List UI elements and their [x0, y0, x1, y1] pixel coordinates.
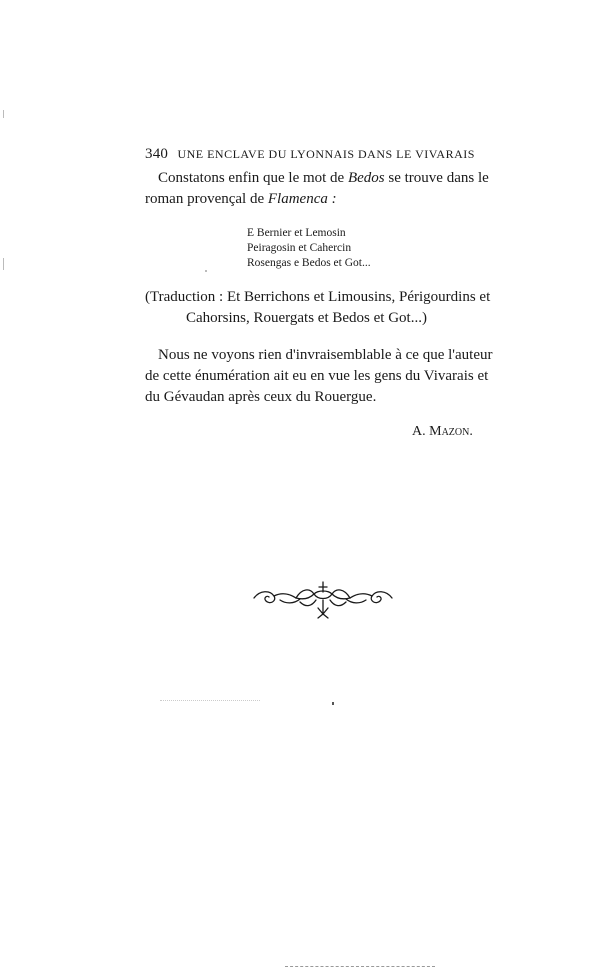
verse-line: E Bernier et Lemosin	[247, 227, 346, 239]
verse-line: Rosengas e Bedos et Got...	[247, 257, 371, 269]
signature-name: Mazon.	[429, 424, 473, 439]
translation-line-2: Cahorsins, Rouergats et Bedos et Got...)	[186, 310, 427, 326]
italic-title-flamenca: Flamenca :	[267, 191, 337, 207]
bottom-dashed-rule	[285, 966, 435, 968]
italic-word-bedos: Bedos	[347, 170, 385, 186]
text-run: roman provençal de	[145, 191, 268, 207]
verse-line: Peiragosin et Cahercin	[247, 242, 352, 254]
paragraph-conclusion-line-3: du Gévaudan après ceux du Rouergue.	[145, 389, 377, 405]
paragraph-conclusion-line-1: Nous ne voyons rien d'invraisemblable à ce que l'auteur	[158, 347, 493, 363]
page-header	[145, 146, 475, 163]
running-title: UNE ENCLAVE DU LYONNAIS DANS LE VIVARAIS	[177, 147, 475, 161]
paragraph-intro-line-1	[145, 168, 490, 189]
print-speck	[205, 270, 207, 272]
author-signature	[412, 424, 473, 440]
page-edge-mark	[3, 258, 4, 270]
verse-quotation	[247, 226, 371, 271]
signature-initial: A.	[412, 424, 430, 439]
fleuron-ornament-icon	[250, 578, 396, 622]
faint-rule	[160, 700, 260, 702]
text-run: se trouve dans le	[384, 170, 489, 186]
print-speck	[332, 702, 334, 705]
paragraph-intro-line-2	[145, 189, 490, 210]
page-edge-mark	[3, 110, 4, 118]
paragraph-conclusion	[145, 345, 493, 408]
page-number: 340	[145, 146, 169, 162]
paragraph-conclusion-line-2: de cette énumération ait eu en vue les gens du Vivarais et	[145, 368, 489, 384]
translation-line-1: (Traduction : Et Berrichons et Limousins, Périgourdins et	[145, 289, 491, 305]
paragraph-intro	[145, 168, 490, 210]
translation-block	[145, 287, 490, 329]
text-run: Constatons enfin que le mot de	[158, 170, 348, 186]
